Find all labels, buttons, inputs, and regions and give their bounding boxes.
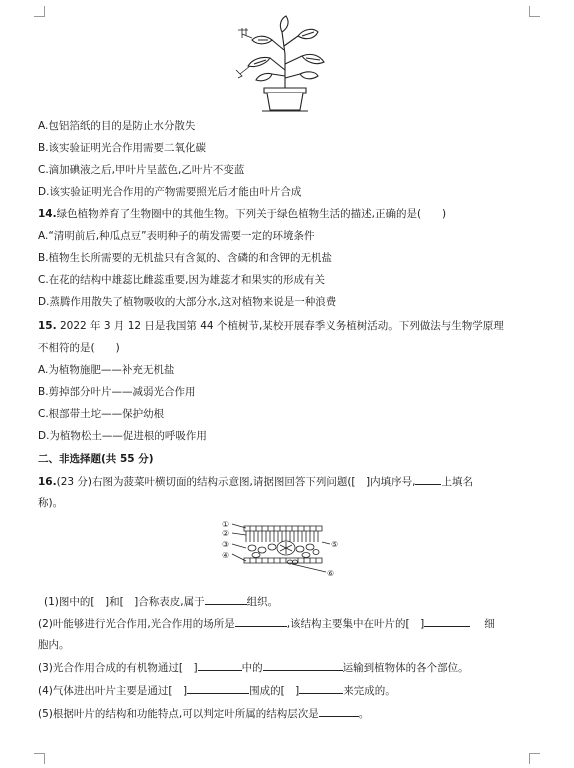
q16-sub2 bbox=[38, 616, 495, 631]
q16-sub4-text-b: 围成的[ ] bbox=[249, 685, 300, 697]
q14-option-a: A.“清明前后,种瓜点豆”表明种子的萌发需要一定的环境条件 bbox=[38, 230, 315, 242]
q16-sub1-text-b: 组织。 bbox=[246, 596, 279, 608]
q15-option-b: B.剪掉部分叶片——减弱光合作用 bbox=[38, 386, 196, 398]
fig-label-4: ④ bbox=[222, 551, 230, 560]
potted-plant-figure bbox=[226, 14, 336, 114]
q13-option-d: D.该实验证明光合作用的产物需要照光后才能由叶片合成 bbox=[38, 186, 302, 198]
fig-label-5: ⑤ bbox=[331, 540, 339, 549]
q14-option-c: C.在花的结构中雄蕊比雌蕊重要,因为雄蕊才和果实的形成有关 bbox=[38, 274, 326, 286]
q15-stem1: 2022 年 3 月 12 日是我国第 44 个植树节,某校开展春季义务植树活动。下列做法与生物学原理 bbox=[59, 320, 504, 332]
q16-sub4-text-c: 来完成的。 bbox=[343, 685, 396, 697]
q16-stem-line2: 称)。 bbox=[38, 497, 64, 509]
fig-label-1: ① bbox=[222, 520, 230, 529]
fig-label-2: ② bbox=[222, 529, 230, 538]
fig-label-6: ⑥ bbox=[327, 569, 335, 578]
q16-sub2-text-b: ,该结构主要集中在叶片的[ ] bbox=[286, 618, 425, 630]
corner-mark-top-right bbox=[529, 6, 540, 17]
q16-sub4-text-a: (4)气体进出叶片主要是通过[ ] bbox=[38, 685, 188, 697]
q15-option-c: C.根部带土坨——保护幼根 bbox=[38, 408, 165, 420]
q16-sub1-text-a: (1)图中的[ ]和[ ]合称表皮,属于 bbox=[44, 596, 205, 608]
q16-sub2-text-a: (2)叶能够进行光合作用,光合作用的场所是 bbox=[38, 618, 235, 630]
q14-option-d: D.蒸腾作用散失了植物吸收的大部分水,这对植物来说是一种浪费 bbox=[38, 296, 337, 308]
q16-sub4-blank-1[interactable] bbox=[187, 683, 249, 694]
q15-number: 15. bbox=[38, 320, 57, 332]
q14-number: 14. bbox=[38, 208, 57, 220]
q16-sub4 bbox=[38, 683, 396, 698]
q16-blank-inline bbox=[415, 474, 441, 485]
q16-sub3-text-c: 运输到植物体的各个部位。 bbox=[342, 662, 469, 674]
q16-sub5-blank[interactable] bbox=[319, 706, 359, 717]
q16-stem-line1 bbox=[38, 474, 473, 489]
q13-option-c: C.滴加碘液之后,甲叶片呈蓝色,乙叶片不变蓝 bbox=[38, 164, 245, 176]
q13-option-a: A.包铝箔纸的目的是防止水分散失 bbox=[38, 120, 196, 132]
q16-sub2-text-c: 细 bbox=[484, 618, 495, 630]
q16-sub2-line2: 胞内。 bbox=[38, 639, 70, 651]
leaf-cross-section-figure bbox=[222, 518, 342, 582]
q16-sub3-blank-1[interactable] bbox=[198, 660, 242, 671]
q16-sub2-blank-1[interactable] bbox=[235, 616, 287, 627]
q16-sub5 bbox=[38, 706, 369, 721]
q14-stem-line bbox=[38, 207, 446, 221]
q16-sub5-text-a: (5)根据叶片的结构和功能特点,可以判定叶所属的结构层次是 bbox=[38, 708, 319, 720]
fig-label-3: ③ bbox=[222, 540, 230, 549]
q16-sub3-blank-2[interactable] bbox=[263, 660, 343, 671]
q16-stem1: (23 分)右图为菠菜叶横切面的结构示意图,请据图回答下列问题([ ]内填序号, bbox=[56, 476, 416, 488]
q16-sub1-blank[interactable] bbox=[205, 594, 247, 605]
q16-sub5-text-b: 。 bbox=[358, 708, 370, 720]
q16-sub3 bbox=[38, 660, 469, 675]
q16-sub2-blank-2[interactable] bbox=[424, 616, 470, 627]
q16-sub3-text-b: 中的 bbox=[241, 662, 263, 674]
q15-stem-line1 bbox=[38, 319, 504, 333]
q16-sub4-blank-2[interactable] bbox=[299, 683, 343, 694]
q15-option-a: A.为植物施肥——补充无机盐 bbox=[38, 364, 175, 376]
q13-option-b: B.该实验证明光合作用需要二氧化碳 bbox=[38, 142, 207, 154]
q14-stem: 绿色植物养育了生物圈中的其他生物。下列关于绿色植物生活的描述,正确的是( ) bbox=[56, 208, 447, 220]
q16-sub1 bbox=[44, 594, 278, 609]
q16-stem1-tail: 上填名 bbox=[441, 476, 473, 488]
q15-option-d: D.为植物松土——促进根的呼吸作用 bbox=[38, 430, 207, 442]
q15-stem-line2: 不相符的是( ) bbox=[38, 342, 120, 354]
corner-mark-bottom-right bbox=[529, 753, 540, 764]
q14-option-b: B.植物生长所需要的无机盐只有含氮的、含磷的和含钾的无机盐 bbox=[38, 252, 333, 264]
q16-number: 16. bbox=[38, 476, 57, 488]
corner-mark-bottom-left bbox=[34, 753, 45, 764]
q16-sub3-text-a: (3)光合作用合成的有机物通过[ ] bbox=[38, 662, 198, 674]
corner-mark-top-left bbox=[34, 6, 45, 17]
section-heading: 二、非选择题(共 55 分) bbox=[38, 453, 154, 465]
